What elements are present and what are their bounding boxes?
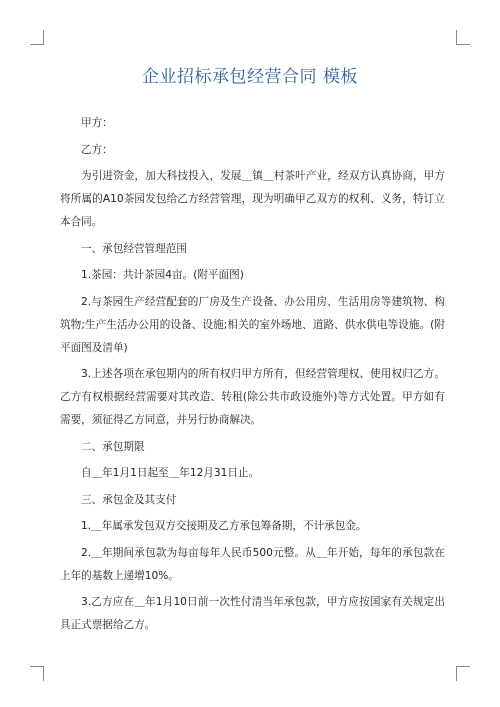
party-a-line: 甲方： [81, 117, 113, 129]
document-body [60, 112, 445, 641]
crop-mark-top-right [456, 44, 470, 45]
preamble-paragraph: 为引进资金，加大科技投入，发展＿镇＿村茶叶产业，经双方认真协商，甲方将所属的A10茶园发包给乙方经营管理，现为明确甲乙双方的权利、义务，特订立本合同。 [60, 170, 445, 228]
clause-ownership: 3.上述各项在承包期内的所有权归甲方所有，但经营管理权、使用权归乙方。乙方有权根据经营需要对其改造、转租(除公共市政设施外)等方式处置。甲方如有需要，须征得乙方同意，并另行协商解决。 [60, 368, 445, 426]
crop-mark-bottom-right [456, 666, 457, 681]
crop-mark-top-right [456, 30, 457, 45]
crop-mark-top-left [43, 30, 44, 45]
crop-mark-bottom-right [456, 666, 470, 667]
section-heading-payment: 三、承包金及其支付 [81, 493, 177, 506]
crop-mark-top-left [30, 44, 44, 45]
clause-payment-amount: 2.＿年期间承包款为每亩每年人民币500元整。从＿年开始，每年的承包款在上年的基数上递增10%。 [60, 546, 445, 582]
section-heading-scope: 一、承包经营管理范围 [81, 242, 187, 255]
document-title: 企业招标承包经营合同 模板 [142, 67, 358, 87]
party-b-line: 乙方： [81, 143, 113, 156]
section-heading-term: 二、承包期限 [81, 440, 145, 453]
clause-tea-garden: 1.茶园：共计茶园4亩。(附平面图) [81, 269, 244, 281]
clause-facilities: 2.与茶园生产经营配套的厂房及生产设备、办公用房、生活用房等建筑物、构筑物;生产生活办公用的设备、设施;相关的室外场地、道路、供水供电等设施。(附平面图及清单) [60, 295, 445, 354]
clause-term-dates: 自＿年1月1日起至＿年12月31日止。 [81, 467, 260, 479]
clause-handover-period: 1.＿年属承发包双方交接期及乙方承包筹备期，不计承包金。 [81, 520, 367, 532]
clause-payment-deadline: 3.乙方应在＿年1月10日前一次性付清当年承包款，甲方应按国家有关规定出具正式票据给乙方。 [60, 596, 445, 631]
crop-mark-bottom-left [30, 666, 44, 667]
crop-mark-bottom-left [43, 666, 44, 681]
